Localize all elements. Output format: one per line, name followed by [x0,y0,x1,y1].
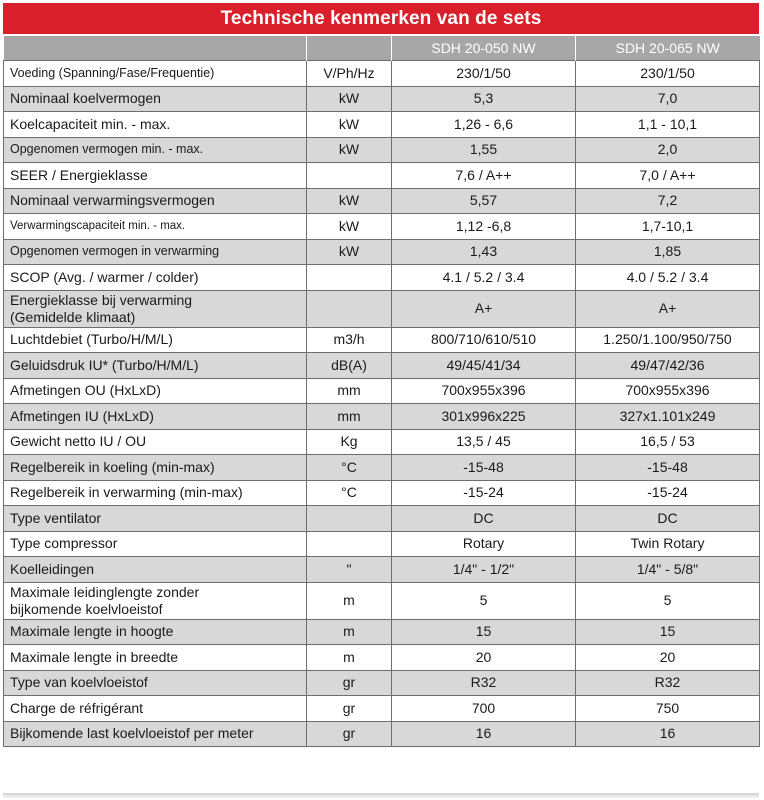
row-label [4,645,307,671]
row-value-model-2: 7,0 [576,86,760,112]
row-unit [307,265,392,291]
row-unit: kW [307,112,392,138]
row-label [4,404,307,430]
row-label [4,188,307,214]
table-row [4,619,760,645]
spec-table [3,36,760,747]
row-unit: kW [307,214,392,240]
header-label-column [4,36,307,61]
row-label-text: Geluidsdruk IU* (Turbo/H/M/L) [10,356,199,373]
table-row [4,429,760,455]
row-label [4,696,307,722]
row-label [4,137,307,163]
row-value-model-2: 4.0 / 5.2 / 3.4 [576,265,760,291]
row-unit [307,290,392,327]
row-label-text: Nominaal verwarmingsvermogen [10,192,215,209]
row-value-model-2: 1,7-10,1 [576,214,760,240]
row-unit: kW [307,86,392,112]
row-label [4,429,307,455]
row-unit: mm [307,378,392,404]
row-unit: kW [307,137,392,163]
row-label [4,214,307,240]
row-label [4,112,307,138]
row-unit: gr [307,721,392,747]
row-unit: gr [307,670,392,696]
row-value-model-1: 1/4" - 1/2" [392,557,576,583]
row-value-model-2: 230/1/50 [576,61,760,87]
row-unit [307,531,392,557]
header-unit-column [307,36,392,61]
row-value-model-1: 5,57 [392,188,576,214]
row-value-model-2: 16,5 / 53 [576,429,760,455]
table-row [4,455,760,481]
row-value-model-2: 15 [576,619,760,645]
row-value-model-1: 301x996x225 [392,404,576,430]
table-row [4,188,760,214]
row-value-model-2: 5 [576,582,760,619]
table-row [4,506,760,532]
row-unit: m3/h [307,327,392,353]
row-label-text: Regelbereik in koeling (min-max) [10,458,215,475]
row-value-model-1: 13,5 / 45 [392,429,576,455]
table-row [4,721,760,747]
row-value-model-2: 1,85 [576,239,760,265]
row-value-model-1: 230/1/50 [392,61,576,87]
table-row [4,531,760,557]
table-row [4,112,760,138]
row-label-text: SEER / Energieklasse [10,166,148,183]
header-row [4,36,760,61]
row-label [4,557,307,583]
row-label [4,86,307,112]
row-unit: " [307,557,392,583]
row-label-text: Type van koelvloeistof [10,674,148,691]
row-unit: kW [307,239,392,265]
row-label [4,582,307,619]
bottom-shadow [3,793,759,799]
table-row [4,404,760,430]
row-value-model-2: 1,1 - 10,1 [576,112,760,138]
row-value-model-2: A+ [576,290,760,327]
row-label [4,721,307,747]
row-value-model-1: 700 [392,696,576,722]
row-value-model-1: -15-48 [392,455,576,481]
row-label-text: Type ventilator [10,509,102,526]
row-label-text: Afmetingen IU (HxLxD) [10,407,154,424]
table-row [4,557,760,583]
row-value-model-1: -15-24 [392,480,576,506]
header-model-1: SDH 20-050 NW [392,36,576,61]
row-label-text: Afmetingen OU (HxLxD) [10,382,161,399]
row-value-model-2: -15-48 [576,455,760,481]
row-value-model-2: 327x1.101x249 [576,404,760,430]
row-label-text: SCOP (Avg. / warmer / colder) [10,268,199,285]
row-value-model-2: -15-24 [576,480,760,506]
header-model-2: SDH 20-065 NW [576,36,760,61]
table-row [4,239,760,265]
row-label [4,506,307,532]
row-unit: m [307,645,392,671]
table-row [4,582,760,619]
table-row [4,290,760,327]
row-unit: °C [307,455,392,481]
row-label [4,531,307,557]
table-row [4,353,760,379]
table-row [4,378,760,404]
table-row [4,137,760,163]
row-value-model-2: 700x955x396 [576,378,760,404]
row-value-model-1: 1,55 [392,137,576,163]
row-value-model-2: 750 [576,696,760,722]
spec-table-body [4,61,760,747]
row-unit: dB(A) [307,353,392,379]
row-label-text: Type compressor [10,535,118,552]
row-label-text: Maximale lengte in hoogte [10,623,174,640]
row-label-text: Nominaal koelvermogen [10,90,161,107]
row-value-model-2: 7,0 / A++ [576,163,760,189]
row-value-model-1: R32 [392,670,576,696]
row-value-model-1: Rotary [392,531,576,557]
row-unit: m [307,619,392,645]
row-label-text: Opgenomen vermogen min. - max. [10,142,204,157]
row-value-model-1: A+ [392,290,576,327]
row-unit: V/Ph/Hz [307,61,392,87]
row-label-text: Luchtdebiet (Turbo/H/M/L) [10,331,173,348]
table-row [4,265,760,291]
row-value-model-1: 7,6 / A++ [392,163,576,189]
row-label [4,670,307,696]
row-value-model-1: 49/45/41/34 [392,353,576,379]
row-label [4,378,307,404]
table-row [4,61,760,87]
row-unit [307,163,392,189]
row-label [4,239,307,265]
row-value-model-1: 15 [392,619,576,645]
row-label [4,327,307,353]
row-value-model-1: 1,26 - 6,6 [392,112,576,138]
table-row [4,480,760,506]
row-value-model-2: R32 [576,670,760,696]
row-label [4,163,307,189]
row-value-model-1: 16 [392,721,576,747]
row-label [4,290,307,327]
sheet-title: Technische kenmerken van de sets [3,3,759,34]
row-value-model-2: 1/4" - 5/8" [576,557,760,583]
row-value-model-2: 7,2 [576,188,760,214]
row-value-model-1: DC [392,506,576,532]
row-label-text: Koelcapaciteit min. - max. [10,115,171,132]
row-unit: gr [307,696,392,722]
row-label-text-line2: bijkomende koelvloeistof [10,600,163,617]
row-unit: Kg [307,429,392,455]
row-label-text: Gewicht netto IU / OU [10,433,147,450]
row-value-model-2: 1.250/1.100/950/750 [576,327,760,353]
row-unit: m [307,582,392,619]
row-value-model-2: 16 [576,721,760,747]
row-unit: mm [307,404,392,430]
row-value-model-2: 2,0 [576,137,760,163]
row-label-text: Voeding (Spanning/Fase/Frequentie) [10,65,215,80]
row-label [4,480,307,506]
row-label-text: Bijkomende last koelvloeistof per meter [10,725,254,742]
row-label [4,265,307,291]
row-value-model-1: 5 [392,582,576,619]
row-label [4,61,307,87]
row-label-text: Maximale leidinglengte zonder [10,583,200,600]
table-row [4,670,760,696]
row-value-model-2: Twin Rotary [576,531,760,557]
row-label-text-line2: (Gemidelde klimaat) [10,308,136,325]
table-row [4,327,760,353]
row-label-text: Regelbereik in verwarming (min-max) [10,484,243,501]
table-row [4,645,760,671]
row-value-model-1: 800/710/610/510 [392,327,576,353]
row-value-model-2: 49/47/42/36 [576,353,760,379]
row-value-model-1: 1,43 [392,239,576,265]
row-label-text: Opgenomen vermogen in verwarming [10,244,220,259]
row-label [4,353,307,379]
row-value-model-1: 700x955x396 [392,378,576,404]
table-row [4,696,760,722]
row-unit: kW [307,188,392,214]
row-value-model-1: 20 [392,645,576,671]
row-value-model-1: 5,3 [392,86,576,112]
row-value-model-1: 4.1 / 5.2 / 3.4 [392,265,576,291]
row-value-model-2: 20 [576,645,760,671]
row-label-text: Energieklasse bij verwarming [10,291,193,308]
row-unit [307,506,392,532]
row-label-text: Koelleidingen [10,560,95,577]
row-label-text: Maximale lengte in breedte [10,648,179,665]
row-label-text: Verwarmingscapaciteit min. - max. [10,219,186,232]
row-value-model-1: 1,12 -6,8 [392,214,576,240]
row-unit: °C [307,480,392,506]
row-label [4,455,307,481]
table-row [4,163,760,189]
row-label [4,619,307,645]
table-row [4,214,760,240]
table-row [4,86,760,112]
row-label-text: Charge de réfrigérant [10,699,144,716]
row-value-model-2: DC [576,506,760,532]
